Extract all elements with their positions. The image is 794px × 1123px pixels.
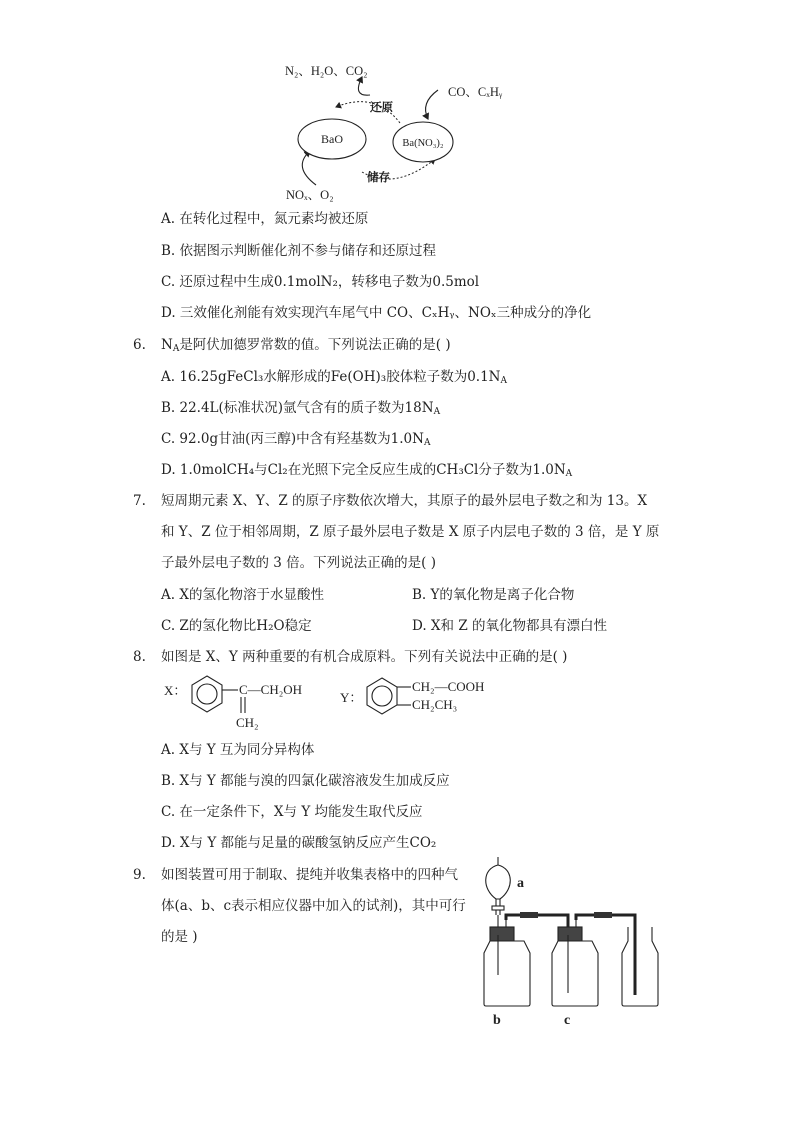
- ba-nitrate-label: Ba(NO₃)₂: [402, 138, 444, 149]
- q8-stem: 如图是 X、Y 两种重要的有机合成原料。下列有关说法中正确的是( ): [161, 649, 568, 665]
- q7-option-a: A. X的氢化物溶于水显酸性: [161, 587, 324, 603]
- q9-number: 9.: [133, 867, 146, 883]
- q5-option-d: D. 三效催化剂能有效实现汽车尾气中 CO、CₓHᵧ、NOₓ三种成分的净化: [161, 305, 592, 321]
- x-chain: C—CH₂OH: [239, 682, 303, 697]
- q7-stem-line-2: 和 Y、Z 位于相邻周期，Z 原子最外层电子数是 X 原子内层电子数的 3 倍，是 Y 原: [161, 524, 660, 540]
- q8-structures: [160, 672, 520, 734]
- storage-label: 储存: [367, 172, 390, 184]
- gas-apparatus-diagram: [470, 855, 670, 1030]
- label-a: a: [517, 876, 524, 891]
- top-products-label: N₂、H₂O、CO₂: [285, 64, 368, 78]
- q9-stem-line-3: 的是 ): [161, 929, 198, 945]
- q8-option-d: D. X与 Y 都能与足量的碳酸氢钠反应产生CO₂: [161, 835, 437, 851]
- q7-number: 7.: [133, 493, 146, 509]
- q9-stem-line-1: 如图装置可用于制取、提纯并收集表格中的四种气: [161, 867, 458, 883]
- x-ch2: CH₂: [236, 715, 259, 730]
- q7-stem-line-1: 短周期元素 X、Y、Z 的原子序数依次增大，其原子的最外层电子数之和为 13。X: [161, 493, 648, 509]
- label-b: b: [493, 1013, 501, 1028]
- right-input-label: CO、CₓHᵧ: [448, 85, 503, 99]
- q8-option-c: C. 在一定条件下，X与 Y 均能发生取代反应: [161, 804, 423, 820]
- q7-stem-line-3: 子最外层电子数的 3 倍。下列说法正确的是( ): [161, 555, 436, 571]
- q8-option-a: A. X与 Y 互为同分异构体: [161, 742, 315, 758]
- collection-bottle: [622, 927, 658, 1006]
- y-benzene-ring: [367, 678, 397, 714]
- q6-number: 6.: [133, 337, 146, 353]
- y-top-group: CH₂—COOH: [412, 679, 485, 694]
- q6-option-d: D. 1.0molCH₄与Cl₂在光照下完全反应生成的CH₃Cl分子数为$1.0N_A$: [161, 462, 573, 479]
- bao-label: BaO: [321, 132, 343, 146]
- q8-option-b: B. X与 Y 都能与溴的四氯化碳溶液发生加成反应: [161, 773, 450, 789]
- bottom-input-label: NOₓ、O₂: [286, 188, 334, 202]
- catalyst-cycle-diagram: [270, 55, 530, 205]
- q6-option-c: C. 92.0g甘油(丙三醇)中含有羟基数为$1.0N_A$: [161, 431, 431, 448]
- bottle-c: [552, 920, 598, 1006]
- q5-option-c: C. 还原过程中生成0.1molN₂，转移电子数为0.5mol: [161, 274, 480, 290]
- exit-arrow: [358, 77, 370, 95]
- q5-option-b: B. 依据图示判断催化剂不参与储存和还原过程: [161, 243, 437, 259]
- reduction-label: 还原: [370, 102, 393, 114]
- x-structure-label: X：: [164, 683, 187, 698]
- q7-option-b: B. Y的氧化物是离子化合物: [412, 587, 575, 603]
- input-arrow: [426, 90, 438, 119]
- q6-option-a: A. 16.25gFeCl₃水解形成的Fe(OH)₃胶体粒子数为$0.1N_A$: [161, 369, 507, 386]
- q8-number: 8.: [133, 649, 146, 665]
- q6-option-b: B. 22.4L(标准状况)氩气含有的质子数为$18N_A$: [161, 400, 441, 417]
- q5-option-a: A. 在转化过程中，氮元素均被还原: [161, 211, 369, 227]
- q9-stem-line-2: 体(a、b、c表示相应仪器中加入的试剂)，其中可行: [161, 898, 466, 914]
- bottle-b: [484, 920, 530, 1006]
- label-c: c: [564, 1013, 571, 1028]
- q7-option-c: C. Z的氢化物比H₂O稳定: [161, 618, 312, 634]
- q6-stem: $N_A$是阿伏加德罗常数的值。下列说法正确的是( ): [161, 337, 451, 354]
- y-structure-label: Y：: [340, 690, 363, 705]
- y-bottom-group: CH₂CH₃: [412, 697, 458, 712]
- q7-option-d: D. X和 Z 的氧化物都具有漂白性: [412, 618, 607, 634]
- x-benzene-ring: [192, 676, 222, 712]
